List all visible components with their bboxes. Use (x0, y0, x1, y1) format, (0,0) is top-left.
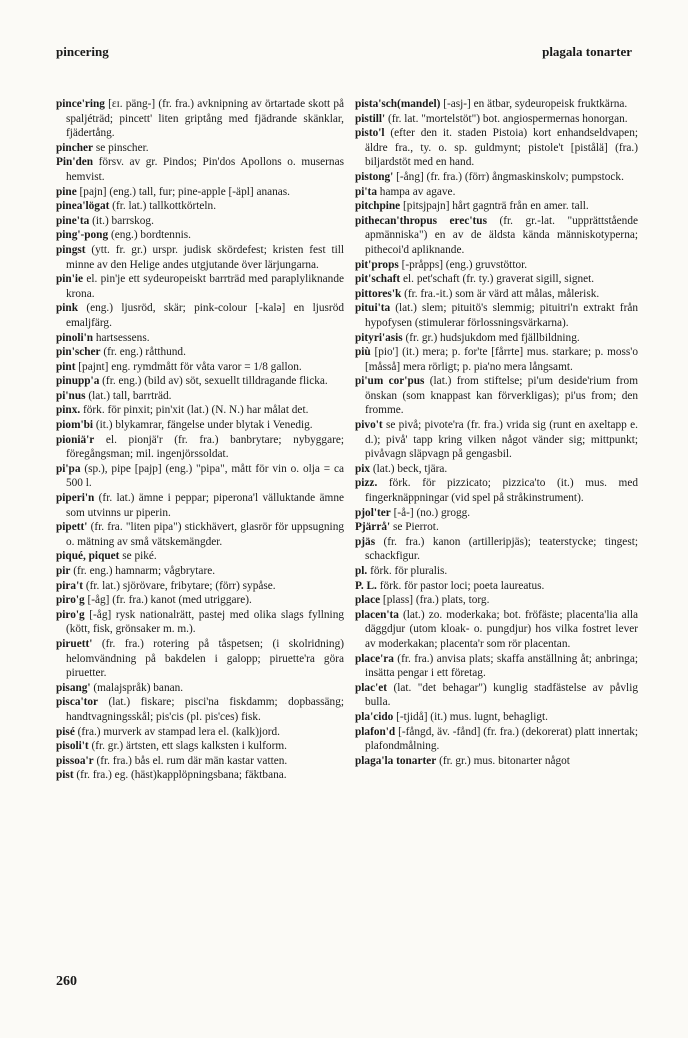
entry-definition: (fr. fra.) rotering på tåspetsen; (i skolridning) helomvändning på bakdelen i galopp; piruette'ra göra piruetter. (66, 637, 344, 680)
entry-definition: [-fångd, äv. -fånd] (fr. fra.) (dekorerat) platt innertak; plafondmålning. (365, 725, 638, 753)
entry-headword: pista'sch(mandel) (355, 98, 441, 110)
dictionary-entry (355, 535, 638, 564)
dictionary-entry (355, 272, 638, 287)
dictionary-entry (56, 768, 344, 783)
entry-headword: pix (355, 462, 371, 475)
entry-definition: (lat.) slem; pituitö's slemmig; pituitri'n extrakt från hypofysen (stimulerar förlossningsvärkarna). (365, 302, 638, 329)
dictionary-entry (56, 272, 344, 301)
entry-headword: ping'-pong (56, 229, 109, 242)
entry-definition: [-ång] (fr. fra.) (förr) ångmaskinskolv; pumpstock. (393, 170, 624, 183)
entry-headword: pisto'l (355, 127, 385, 140)
entry-definition: (ytt. fr. gr.) urspr. judisk skördefest; kristen fest till minne av den Helige andes utgjutande över lärjungarna. (66, 243, 344, 271)
entry-headword: piro'g (56, 608, 85, 621)
entry-headword: più (355, 346, 371, 359)
entry-definition: (fr. eng.) hamnarm; vågbrytare. (70, 565, 216, 577)
dictionary-entry (56, 637, 344, 681)
entry-definition: (fr. gr.-lat. "upprättstående apmänniska") en av de äldsta kända människotyperna; pithecoi'd apliknande. (365, 214, 638, 256)
entry-headword: pink (56, 302, 78, 315)
dictionary-entry (56, 579, 344, 594)
dictionary-entry (56, 520, 344, 549)
entry-headword: pitchpine (355, 200, 401, 213)
entry-definition: (lat. "det behagar") kunglig stadfästelse av påvlig bulla. (365, 681, 638, 709)
entry-headword: pit'schaft (355, 273, 401, 286)
dictionary-entry (355, 506, 638, 521)
right-column (355, 97, 638, 768)
dictionary-entry (355, 170, 638, 185)
entry-headword: piom'bi (56, 419, 94, 432)
entry-headword: placen'ta (355, 608, 399, 621)
dictionary-entry (355, 345, 638, 374)
dictionary-entry (355, 199, 638, 214)
entry-headword: pistong' (355, 170, 394, 183)
entry-headword: pitui'ta (355, 302, 391, 315)
dictionary-entry (355, 126, 638, 170)
dictionary-entry (56, 345, 344, 360)
dictionary-entry (56, 725, 344, 740)
entry-headword: pjäs (355, 535, 376, 548)
entry-headword: pinupp'a (56, 375, 100, 388)
entry-headword: pinea'lögat (56, 200, 110, 213)
entry-headword: pira't (56, 579, 83, 592)
dictionary-entry (56, 681, 344, 696)
entry-headword: pjol'ter (355, 506, 391, 519)
entry-headword: pit'props (355, 258, 399, 271)
dictionary-entry (56, 433, 344, 462)
dictionary-entry (355, 476, 638, 505)
entry-definition: [-tjidå] (it.) mus. lugnt, behagligt. (393, 710, 548, 723)
dictionary-entry (355, 564, 638, 579)
entry-headword: piro'g (56, 594, 85, 607)
entry-definition: [-asj-] en ätbar, sydeuropeisk fruktkärna. (440, 98, 628, 110)
entry-headword: pisca'tor (56, 696, 99, 709)
entry-headword: pin'scher (56, 346, 101, 359)
entry-definition: förk. för pinxit; pin'xit (lat.) (N. N.) har målat det. (80, 404, 309, 417)
entry-headword: pivo't (355, 419, 383, 432)
entry-definition: (fr. eng.) (bild av) söt, sexuellt tilldragande flicka. (99, 375, 328, 388)
entry-definition: (fr. fra.) anvisa plats; skaffa anställning åt; anbringa; insätta pengar i ett företag. (365, 652, 638, 680)
dictionary-entry (56, 199, 344, 214)
entry-headword: P. L. (355, 579, 377, 592)
dictionary-entry (56, 564, 344, 579)
dictionary-entry (355, 287, 638, 302)
dictionary-entry (355, 710, 638, 725)
entry-headword: plafon'd (355, 725, 396, 738)
dictionary-entry (56, 491, 344, 520)
entry-definition: (fr. fra.) bås el. rum där män kastar vatten. (93, 754, 288, 767)
entry-definition: (fr. fra.) eg. (häst)kapplöpningsbana; fäktbana. (73, 769, 287, 782)
entry-headword: pi'ta (355, 185, 377, 198)
entry-headword: pingst (56, 243, 86, 256)
entry-definition: [pajnt] eng. rymdmått för våta varor = 1/8 gallon. (75, 360, 302, 373)
entry-definition: el. pet'schaft (fr. ty.) graverat sigill, signet. (400, 273, 595, 286)
entry-definition: (fra.) murverk av stampad lera el. (kalk)jord. (74, 725, 280, 738)
entry-definition: (eng.) bordtennis. (108, 229, 191, 242)
dictionary-entry (56, 549, 344, 564)
dictionary-entry (56, 403, 344, 418)
entry-headword: pla'cido (355, 710, 394, 723)
entry-definition: [-åg] (fr. fra.) kanot (med utriggare). (84, 594, 252, 607)
entry-headword: place'ra (355, 652, 394, 665)
entry-definition: försv. av gr. Pindos; Pin'dos Apollons o. musernas hemvist. (66, 156, 344, 183)
dictionary-entry (355, 652, 638, 681)
entry-headword: Pin'den (56, 156, 94, 169)
entry-headword: pisé (56, 725, 75, 738)
entry-headword: piqué, piquet (56, 550, 120, 563)
entry-definition: (fr. fra.) kanon (artilleripjäs); teaterstycke; tingest; schackfigur. (365, 535, 638, 563)
entry-headword: pissoa'r (56, 754, 94, 767)
entry-headword: pityri'asis (355, 331, 403, 344)
dictionary-entry (355, 185, 638, 200)
dictionary-entry (355, 681, 638, 710)
entry-definition: [-pråpps] (eng.) gruvstöttor. (398, 258, 528, 271)
dictionary-entry (56, 754, 344, 769)
entry-headword: pint (56, 360, 76, 373)
entry-headword: piruett' (56, 637, 93, 650)
dictionary-entry (355, 97, 638, 112)
entry-headword: pioniä'r (56, 433, 95, 446)
entry-headword: pine (56, 185, 77, 198)
dictionary-entry (56, 243, 344, 272)
left-column (56, 97, 344, 783)
entry-definition: (it.) blykamrar, fängelse under blytak i Venedig. (93, 419, 313, 432)
entry-headword: pithecan'thropus erec'tus (355, 214, 487, 227)
entry-headword: pir (56, 565, 71, 577)
entry-definition: förk. för pastor loci; poeta laureatus. (376, 579, 545, 592)
entry-definition: (lat.) beck, tjära. (370, 462, 448, 475)
entry-definition: hartsessens. (93, 331, 150, 344)
entry-headword: pi'nus (56, 389, 86, 402)
dictionary-entry (56, 462, 344, 491)
entry-definition: [pitsjpajn] hårt gagnträ från en amer. tall. (400, 200, 589, 213)
entry-definition: [pio'] (it.) mera; p. for'te [fårrte] mus. starkare; p. moss'o [måsså] mera rörligt; p. pia'no mera långsamt. (365, 346, 638, 373)
dictionary-entry (56, 301, 344, 330)
dictionary-entry (56, 739, 344, 754)
entry-definition: se pinscher. (93, 141, 149, 154)
entry-definition: el. pionjä'r (fr. fra.) banbrytare; nybyggare; föregångsman; mil. ingenjörssoldat. (66, 433, 344, 461)
entry-headword: pinoli'n (56, 331, 94, 344)
header-right-guideword: plagala tonarter (542, 44, 632, 59)
entry-definition: (fr. gr.) ärtsten, ett slags kalksten i kulform. (88, 740, 287, 753)
entry-definition: (fr. lat.) ämne i peppar; piperona'l välluktande ämne som utvinns ur piperin. (66, 492, 344, 519)
entry-headword: pincher (56, 141, 94, 154)
entry-definition: (sp.), pipe [pajp] (eng.) "pipa", mått för vin o. olja = ca 500 l. (66, 462, 344, 490)
entry-headword: plac'et (355, 681, 387, 694)
entry-headword: pin'ie (56, 273, 83, 286)
dictionary-entry (355, 462, 638, 477)
running-header (56, 44, 632, 64)
entry-definition: (lat.) tall, barrträd. (85, 389, 172, 402)
dictionary-entry (355, 301, 638, 330)
entry-definition: [ɛɪ. päng-] (fr. fra.) avknipning av örtartade skott på spaljéträd; pincett' liten griptång med fjädrande skänklar, fjädertång. (66, 98, 344, 140)
entry-definition: [-å-] (no.) grogg. (390, 506, 471, 519)
dictionary-entry (355, 214, 638, 258)
entry-definition: (lat.) from stiftelse; pi'um deside'rium from önskan (som knappast kan förverkligas); pi'us from; den fromme. (365, 375, 638, 417)
dictionary-entry (355, 593, 638, 608)
entry-headword: pisoli't (56, 740, 89, 753)
dictionary-entry (355, 608, 638, 652)
entry-definition: (fr. fra. "liten pipa") stickhävert, glasrör för uppsugning o. mätning av små vätskemängder. (66, 521, 344, 548)
dictionary-entry (56, 593, 344, 608)
entry-definition: (lat.) zo. moderkaka; bot. fröfäste; placenta'lia alla däggdjur (utom kloak- o. pungdjur) hos vilka fostret lever av moderkakan; placenta'r som rör placentan. (365, 608, 638, 650)
entry-definition: (efter den it. staden Pistoia) kort enhandseldvapen; äldre fra., ty. o. sp. guldmynt; pistole't [pistålä] (fra.) biljardstöt med en hand. (365, 127, 638, 169)
entry-headword: pi'um cor'pus (355, 375, 425, 388)
entry-headword: pisang' (56, 681, 91, 694)
entry-definition: (fr. gr.) mus. bitonarter något (436, 754, 570, 767)
dictionary-entry (56, 228, 344, 243)
entry-definition: (it.) barrskog. (89, 214, 154, 227)
dictionary-entry (355, 520, 638, 535)
entry-definition: (fr. lat.) sjörövare, fribytare; (förr) sypåse. (83, 579, 276, 592)
entry-headword: piperi'n (56, 492, 95, 505)
entry-definition: förk. för pluralis. (367, 565, 448, 577)
entry-definition: (fr. lat. "mortelstöt") bot. angiospermernas honorgan. (385, 112, 628, 125)
dictionary-entry (56, 155, 344, 184)
entry-definition: el. pin'je ett sydeuropeiskt barrträd med paraplyliknande krona. (66, 273, 344, 300)
dictionary-entry (56, 185, 344, 200)
entry-headword: pine'ta (56, 214, 90, 227)
entry-headword: pistill' (355, 112, 386, 125)
dictionary-entry (355, 725, 638, 754)
entry-definition: (fr. lat.) tallkottkörteln. (109, 200, 217, 213)
dictionary-entry (355, 418, 638, 462)
entry-headword: pl. (355, 565, 368, 577)
dictionary-entry (56, 97, 344, 141)
entry-headword: place (355, 594, 381, 607)
header-left-guideword: pincering (56, 44, 109, 59)
entry-headword: pittores'k (355, 287, 402, 300)
dictionary-entry (355, 754, 638, 769)
entry-definition: (lat.) fiskare; pisci'na fiskdamm; dopbassäng; handtvagningsskål; pis'cis (pl. pis'ces) fisk. (66, 696, 344, 723)
entry-headword: Pjärrå' (355, 521, 391, 534)
entry-definition: [-åg] rysk nationalrätt, pastej med olika slags fyllning (kött, fisk, grönsaker m. m.). (66, 608, 344, 636)
entry-headword: pince'ring (56, 98, 105, 110)
dictionary-entry (56, 141, 344, 156)
dictionary-entry (56, 608, 344, 637)
entry-definition: hampa av agave. (376, 185, 456, 198)
dictionary-entry (56, 418, 344, 433)
entry-definition: se piké. (119, 550, 157, 563)
entry-definition: [plass] (fra.) plats, torg. (380, 594, 490, 607)
dictionary-entry (355, 112, 638, 127)
entry-definition: förk. för pizzicato; pizzica'to (it.) mus. med fingerknäppningar (vid spel på stråkinstrument). (365, 477, 638, 505)
dictionary-entry (355, 331, 638, 346)
entry-definition: (malajspråk) banan. (90, 681, 184, 694)
entry-definition: se Pierrot. (390, 521, 439, 534)
dictionary-entry (355, 258, 638, 273)
entry-headword: pinx. (56, 404, 81, 417)
dictionary-entry (56, 360, 344, 375)
dictionary-entry (56, 331, 344, 346)
dictionary-entry (56, 214, 344, 229)
entry-definition: se pivå; pivote'ra (fr. fra.) vrida sig (runt en axeltapp e. d.); pivå' tapp kring vilken något vänder sig; mittpunkt; pivåvagn släpvagn på gengasbil. (365, 419, 638, 461)
entry-definition: [pajn] (eng.) tall, fur; pine-apple [-äpl] ananas. (76, 185, 291, 198)
dictionary-entry (355, 579, 638, 594)
entry-headword: pizz. (355, 477, 378, 490)
page-number: 260 (56, 974, 77, 989)
entry-headword: pist (56, 769, 74, 782)
entry-headword: pipett' (56, 521, 88, 534)
entry-headword: plaga'la tonarter (355, 754, 437, 767)
entry-definition: (fr. fra.-it.) som är värd att målas, målerisk. (401, 287, 600, 300)
dictionary-entry (56, 389, 344, 404)
entry-definition: (fr. gr.) hudsjukdom med fjällbildning. (402, 331, 580, 344)
dictionary-entry (56, 695, 344, 724)
entry-definition: (fr. eng.) råtthund. (100, 346, 186, 359)
dictionary-entry (56, 374, 344, 389)
entry-headword: pi'pa (56, 462, 81, 475)
dictionary-entry (355, 374, 638, 418)
entry-definition: (eng.) ljusröd, skär; pink-colour [-kalə] en ljusröd emaljfärg. (66, 302, 344, 329)
